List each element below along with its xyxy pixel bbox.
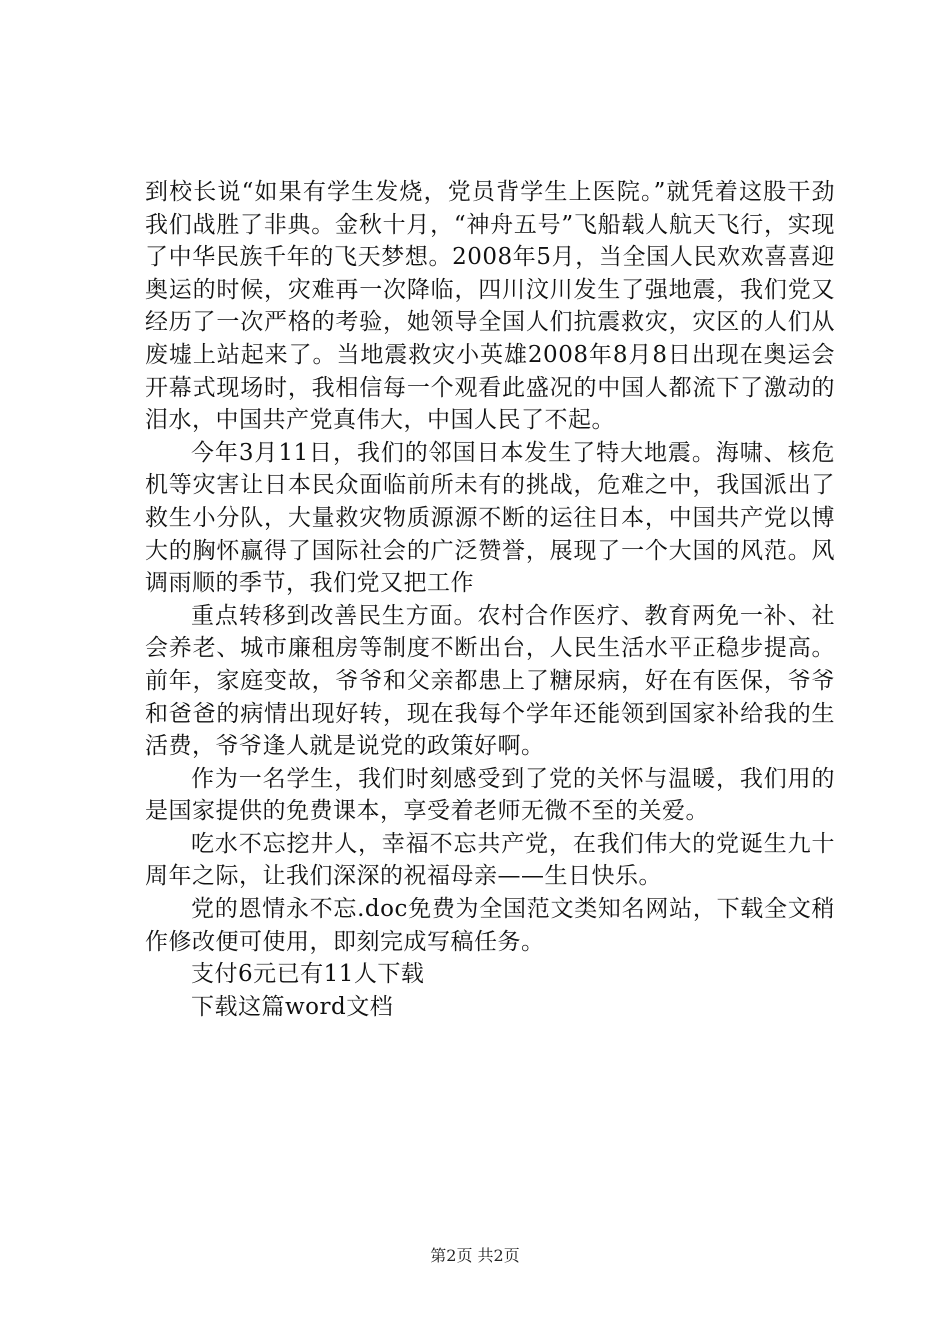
download-link[interactable]: 下载这篇word文档 xyxy=(191,993,394,1020)
page-number: 第2页 共2页 xyxy=(430,1246,520,1265)
paragraph-3: 重点转移到改善民生方面。农村合作医疗、教育两免一补、社会养老、城市廉租房等制度不断出台，人民生活水平正稳步提高。前年，家庭变故，爷爷和父亲都患上了糖尿病，好在有医保，爷爷和爸爸的病情出现好转，现在我每个学年还能领到国家补给我的生活费，爷爷逢人就是说党的政策好啊。 xyxy=(145,602,835,760)
paragraph-5: 吃水不忘挖井人，幸福不忘共产党，在我们伟大的党诞生九十周年之际，让我们深深的祝福母亲——生日快乐。 xyxy=(145,830,835,890)
document-body xyxy=(145,176,835,1023)
paragraph-4: 作为一名学生，我们时刻感受到了党的关怀与温暖，我们用的是国家提供的免费课本，享受着老师无微不至的关爱。 xyxy=(145,765,835,825)
payment-info: 支付6元已有11人下载 xyxy=(191,961,425,988)
paragraph-6: 党的恩情永不忘.doc免费为全国范文类知名网站，下载全文稍作修改便可使用，即刻完成写稿任务。 xyxy=(145,896,835,955)
paragraph-2: 今年3月11日，我们的邻国日本发生了特大地震。海啸、核危机等灾害让日本民众面临前所未有的挑战，危难之中，我国派出了救生小分队，大量救灾物质源源不断的运往日本，中国共产党以博大的胸怀赢得了国际社会的广泛赞誉，展现了一个大国的风范。风调雨顺的季节，我们党又把工作 xyxy=(145,439,835,597)
paragraph-1: 到校长说“如果有学生发烧，党员背学生上医院。”就凭着这股干劲我们战胜了非典。金秋十月，“神舟五号”飞船载人航天飞行，实现了中华民族千年的飞天梦想。2008年5月，当全国人民欢欢喜喜迎奥运的时候，灾难再一次降临，四川汶川发生了强地震，我们党又经历了一次严格的考验，她领导全国人们抗震救灾，灾区的人们从废墟上站起来了。当地震救灾小英雄2008年8月8日出现在奥运会开幕式现场时，我相信每一个观看此盛况的中国人都流下了激动的泪水，中国共产党真伟大，中国人民了不起。 xyxy=(145,179,835,434)
